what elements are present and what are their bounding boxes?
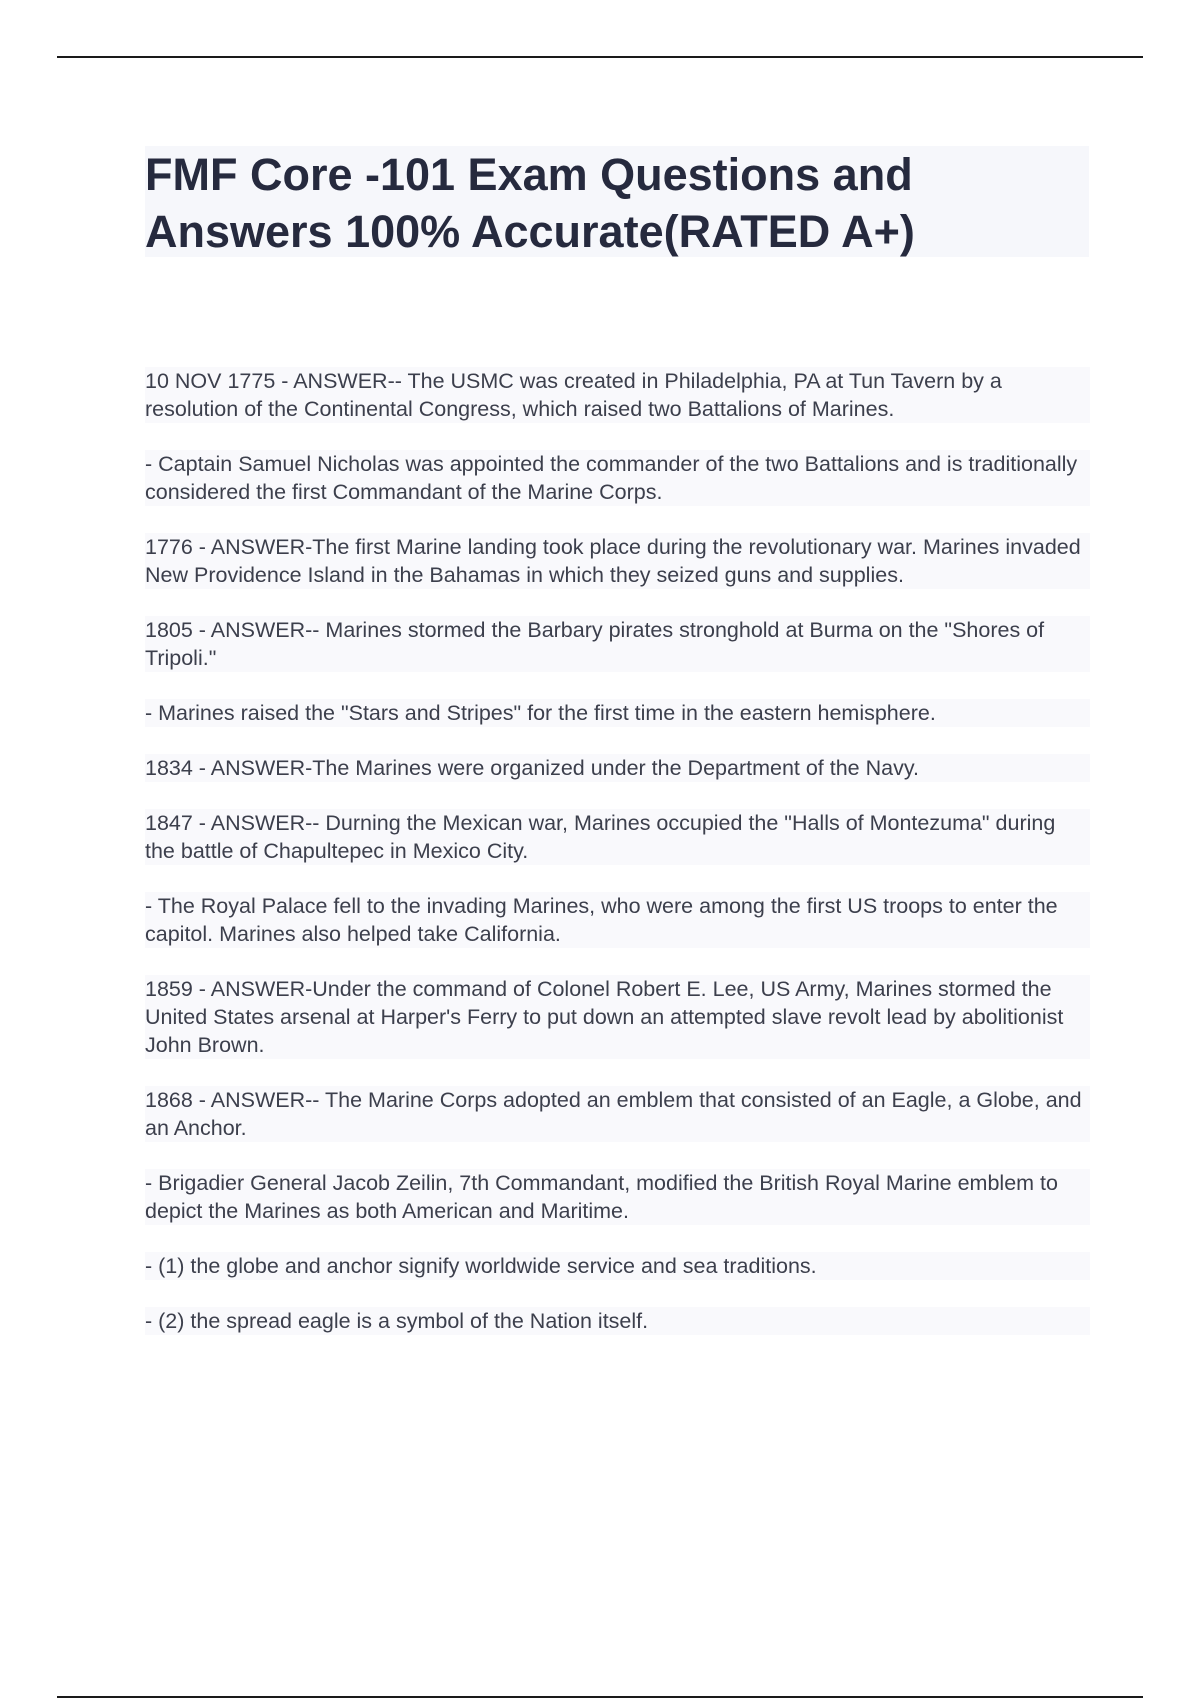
paragraph-globe-anchor: - (1) the globe and anchor signify worldwide service and sea traditions.	[145, 1252, 1090, 1280]
paragraph-1805: 1805 - ANSWER-- Marines stormed the Barbary pirates stronghold at Burma on the "Shores of Tripoli."	[145, 616, 1090, 672]
paragraph-1859: 1859 - ANSWER-Under the command of Colonel Robert E. Lee, US Army, Marines stormed the United States arsenal at Harper's Ferry to put down an attempted slave revolt lead by abolitionist John Brown.	[145, 975, 1090, 1059]
document-title: FMF Core -101 Exam Questions and Answers 100% Accurate(RATED A+)	[145, 149, 915, 257]
document-body	[145, 367, 1090, 1362]
paragraph-royal-palace: - The Royal Palace fell to the invading Marines, who were among the first US troops to enter the capitol. Marines also helped take California.	[145, 892, 1090, 948]
paragraph-spread-eagle: - (2) the spread eagle is a symbol of the Nation itself.	[145, 1307, 1090, 1335]
paragraph-1868: 1868 - ANSWER-- The Marine Corps adopted an emblem that consisted of an Eagle, a Globe, and an Anchor.	[145, 1086, 1090, 1142]
paragraph-1834: 1834 - ANSWER-The Marines were organized under the Department of the Navy.	[145, 754, 1090, 782]
paragraph-stars-stripes: - Marines raised the "Stars and Stripes" for the first time in the eastern hemisphere.	[145, 699, 1090, 727]
top-rule	[57, 56, 1143, 58]
paragraph-nicholas: - Captain Samuel Nicholas was appointed the commander of the two Battalions and is traditionally considered the first Commandant of the Marine Corps.	[145, 450, 1090, 506]
paragraph-1775: 10 NOV 1775 - ANSWER-- The USMC was created in Philadelphia, PA at Tun Tavern by a resolution of the Continental Congress, which raised two Battalions of Marines.	[145, 367, 1090, 423]
bottom-rule	[57, 1696, 1143, 1698]
paragraph-zeilin: - Brigadier General Jacob Zeilin, 7th Commandant, modified the British Royal Marine emblem to depict the Marines as both American and Maritime.	[145, 1169, 1090, 1225]
paragraph-1776: 1776 - ANSWER-The first Marine landing took place during the revolutionary war. Marines invaded New Providence Island in the Bahamas in which they seized guns and supplies.	[145, 533, 1090, 589]
paragraph-1847: 1847 - ANSWER-- Durning the Mexican war, Marines occupied the "Halls of Montezuma" during the battle of Chapultepec in Mexico City.	[145, 809, 1090, 865]
